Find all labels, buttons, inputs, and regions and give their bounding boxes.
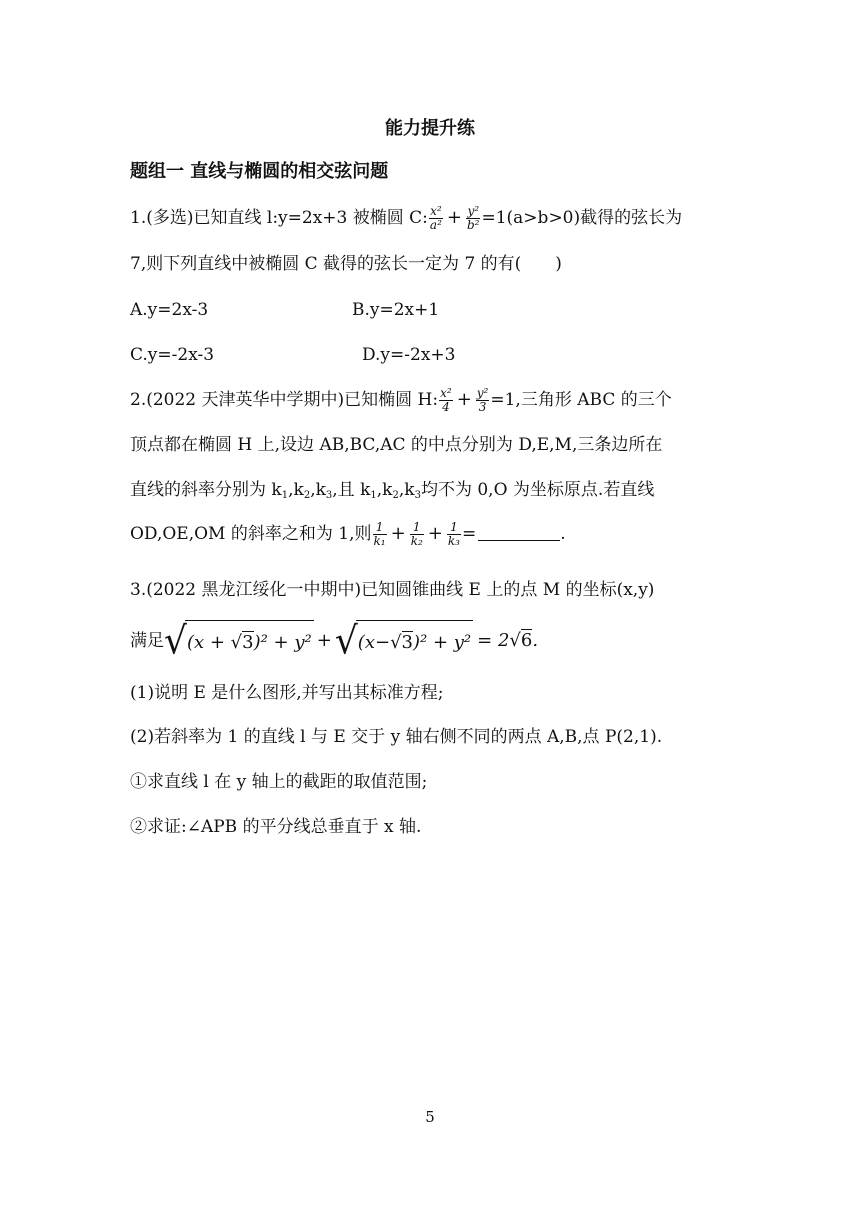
q3-rad1-inner: 3 xyxy=(242,632,254,653)
q2-fraction-k3 xyxy=(447,521,461,548)
q2-fraction-k2 xyxy=(410,521,424,548)
q2-sub-2: 2 xyxy=(303,490,311,501)
q2-plus-1: + xyxy=(390,523,406,544)
q3-rhs-inner: 6 xyxy=(520,630,533,651)
q2-line-2: 顶点都在椭圆 H 上,设边 AB,BC,AC 的中点分别为 D,E,M,三条边所在 xyxy=(130,435,663,455)
q2-k3-den: k₃ xyxy=(447,534,460,548)
small-radical-3: √ xyxy=(509,630,521,651)
q2-fraction-k1 xyxy=(373,521,387,548)
q1-frac-x-den: a² xyxy=(429,218,442,232)
q3-rad2-inner: 3 xyxy=(401,632,413,653)
q1-plus: + xyxy=(446,207,462,228)
q2-frac-x-num: x² xyxy=(440,386,452,400)
small-radical-1: √ xyxy=(230,632,243,653)
q3-rhs-a: = 2 xyxy=(477,630,510,651)
q3-rhs-end: . xyxy=(532,630,539,651)
q2-sub-1: 1 xyxy=(281,490,289,501)
q1-frac-x-num: x² xyxy=(430,204,442,218)
q1-line-1 xyxy=(130,204,682,232)
q1-frac-y-num: y² xyxy=(467,204,480,218)
q3-text-satisfy: 满足 xyxy=(130,631,164,651)
q3-part-2-1: ①求直线 l 在 y 轴上的截距的取值范围; xyxy=(130,772,428,792)
q2-text-sum: OD,OE,OM 的斜率之和为 1,则 xyxy=(130,524,372,544)
page-number: 5 xyxy=(425,1108,435,1126)
q2-text-a: 2.(2022 天津英华中学期中)已知椭圆 H: xyxy=(130,390,439,410)
q2-text-slopes: 直线的斜率分别为 k xyxy=(130,480,282,500)
q3-equation-line xyxy=(130,620,538,663)
q3-rad1-b: )² + y² xyxy=(253,632,312,653)
q1-frac-y-den: b² xyxy=(466,218,480,232)
q2-sep-3: ,k xyxy=(376,480,393,500)
group-heading: 题组一 直线与椭圆的相交弦问题 xyxy=(130,161,389,182)
q1-option-c: C.y=-2x-3 xyxy=(130,345,215,365)
q1-option-a: A.y=2x-3 xyxy=(130,300,209,320)
q2-k1-num: 1 xyxy=(373,521,387,535)
q2-sep-1: ,k xyxy=(288,480,304,500)
q2-sub-6: 3 xyxy=(414,490,421,501)
q3-plus: + xyxy=(316,630,332,651)
q1-line-2: 7,则下列直线中被椭圆 C 截得的弦长一定为 7 的有( ) xyxy=(130,254,562,274)
q3-rad1-a: (x + xyxy=(186,632,231,653)
q2-frac-y-den: 3 xyxy=(478,400,487,414)
q3-radical-2 xyxy=(335,620,473,663)
q1-fraction-y xyxy=(466,205,481,232)
q3-rad2-b: )² + y² xyxy=(413,632,472,653)
q3-line-1: 3.(2022 黑龙江绥化一中期中)已知圆锥曲线 E 上的点 M 的坐标(x,y) xyxy=(130,580,655,600)
q2-sub-3: 3 xyxy=(325,490,333,501)
q2-sub-5: 2 xyxy=(392,490,399,501)
q1-option-b: B.y=2x+1 xyxy=(352,300,440,320)
q2-fraction-x xyxy=(439,387,453,414)
q2-k3-num: 1 xyxy=(447,521,461,535)
q2-frac-y-num: y² xyxy=(476,386,489,400)
q2-line-1 xyxy=(130,386,672,414)
q2-line-3 xyxy=(130,476,654,510)
page-title: 能力提升练 xyxy=(385,118,475,139)
q2-sep-2: ,k xyxy=(310,480,326,500)
q3-part-2-2: ②求证:∠APB 的平分线总垂直于 x 轴. xyxy=(130,817,422,837)
q1-option-d: D.y=-2x+3 xyxy=(362,345,456,365)
q2-k2-den: k₂ xyxy=(410,534,423,548)
radical-sign-2: √ xyxy=(334,619,358,663)
q2-text-b: =1,三角形 ABC 的三个 xyxy=(490,390,672,410)
q2-text-and: ,且 k xyxy=(332,480,371,500)
q3-part-1: (1)说明 E 是什么图形,并写出其标准方程; xyxy=(130,683,444,703)
q1-fraction-x xyxy=(429,205,443,232)
q2-text-nonzero: 均不为 0,O 为坐标原点.若直线 xyxy=(420,480,655,500)
q2-plus: + xyxy=(456,389,472,410)
q2-sep-4: ,k xyxy=(398,480,415,500)
q2-equals: = xyxy=(461,524,477,544)
q2-k1-den: k₁ xyxy=(373,534,386,548)
q2-frac-x-den: 4 xyxy=(442,400,450,414)
q2-plus-2: + xyxy=(427,523,443,544)
q3-rad2-a: (x− xyxy=(357,632,391,653)
q2-k2-num: 1 xyxy=(410,521,424,535)
q1-text-a: 1.(多选)已知直线 l:y=2x+3 被椭圆 C: xyxy=(130,208,428,228)
q2-period: . xyxy=(560,524,566,544)
q2-fraction-y xyxy=(476,387,490,414)
q3-rhs xyxy=(477,630,538,651)
radical-sign-1: √ xyxy=(164,619,187,663)
q2-sub-4: 1 xyxy=(370,490,377,501)
small-radical-2: √ xyxy=(390,632,402,653)
q3-radical-1 xyxy=(164,620,314,663)
q2-line-4 xyxy=(130,520,566,548)
q3-part-2: (2)若斜率为 1 的直线 l 与 E 交于 y 轴右侧不同的两点 A,B,点 P(2,1). xyxy=(130,727,663,747)
answer-blank xyxy=(478,522,560,541)
q1-text-b: =1(a>b>0)截得的弦长为 xyxy=(481,208,683,228)
